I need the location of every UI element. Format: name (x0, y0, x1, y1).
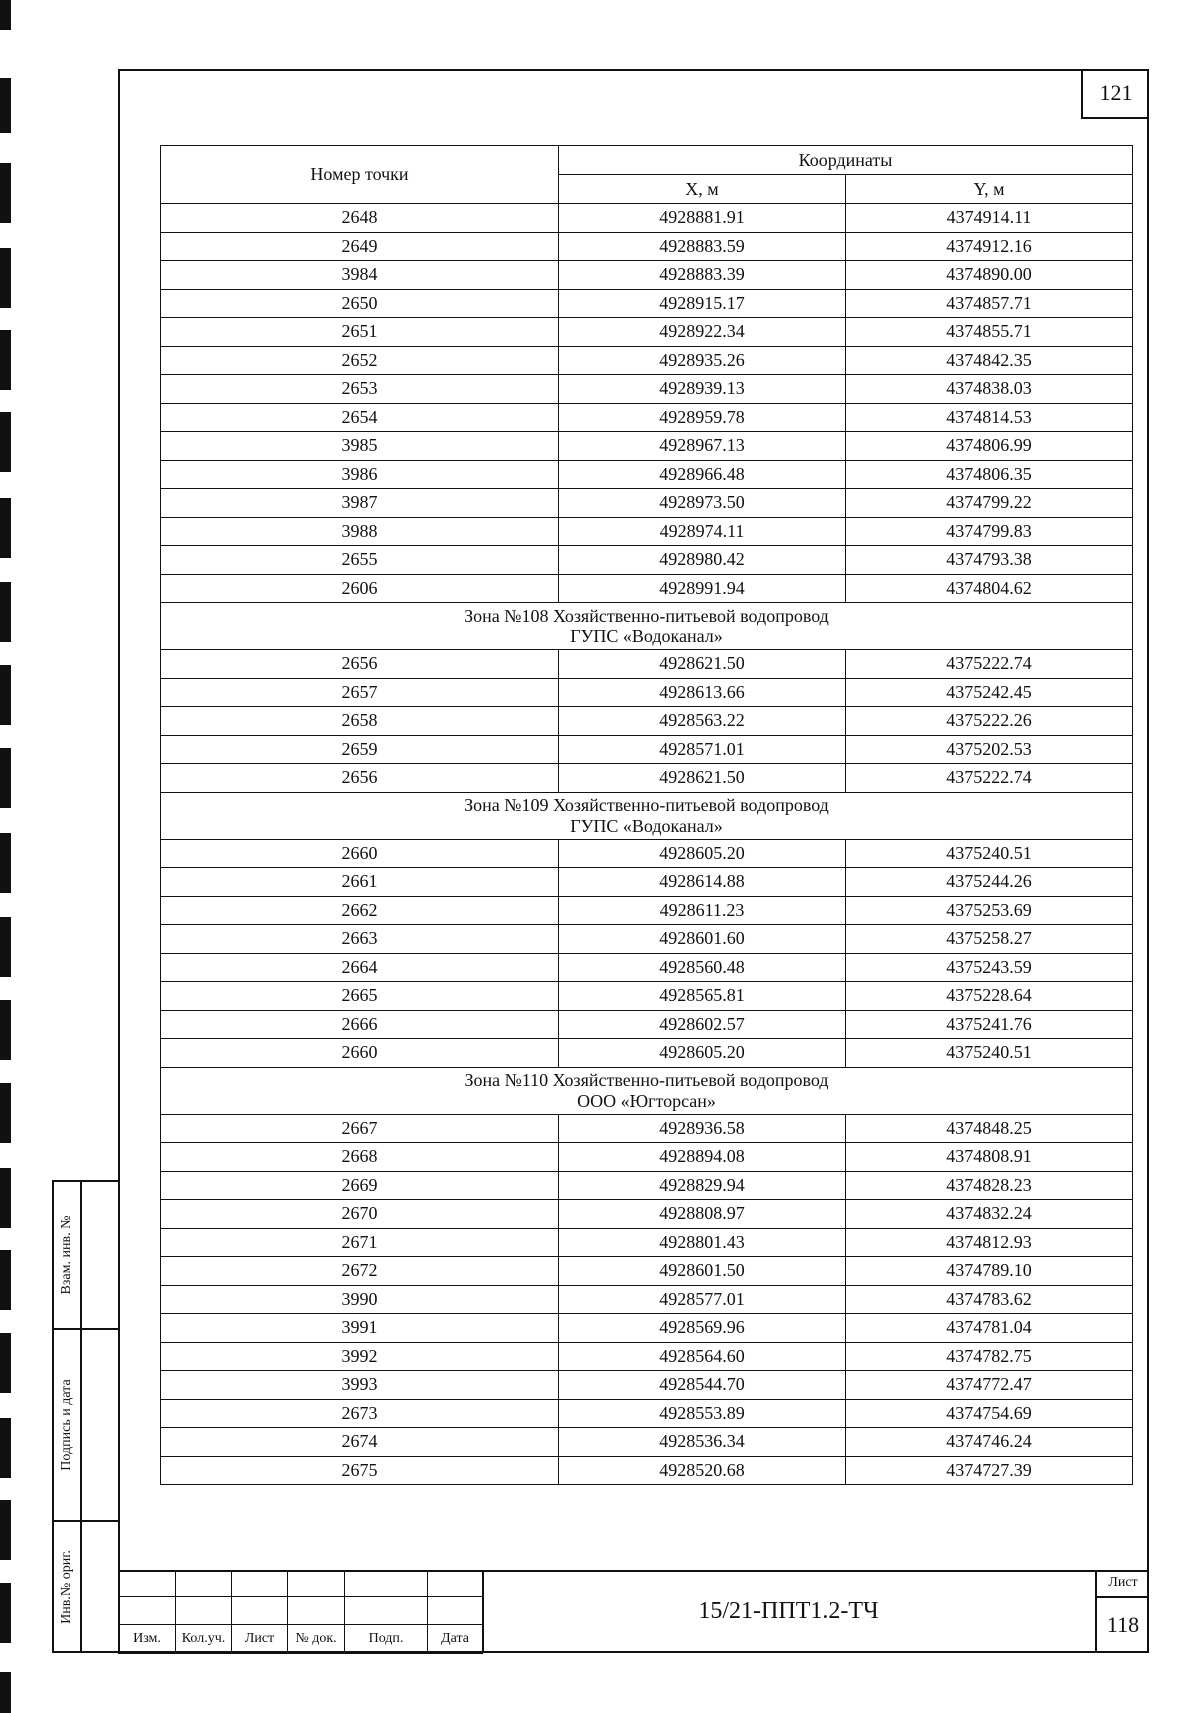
y-coordinate-cell: 4375244.26 (846, 868, 1133, 897)
point-number-cell: 2662 (161, 896, 559, 925)
table-row (161, 517, 1133, 546)
sheet-number: 118 (1106, 1611, 1140, 1637)
point-number-cell: 2653 (161, 375, 559, 404)
point-number-cell: 2652 (161, 346, 559, 375)
x-coordinate-cell: 4928577.01 (559, 1285, 846, 1314)
point-number-cell: 2668 (161, 1143, 559, 1172)
x-coordinate-cell: 4928936.58 (559, 1114, 846, 1143)
y-coordinate-cell: 4375242.45 (846, 678, 1133, 707)
zone-header-row (161, 792, 1133, 839)
zone-header-row (161, 1067, 1133, 1114)
table-row (161, 1371, 1133, 1400)
binding-mark (0, 833, 11, 893)
col-data: Дата (428, 1625, 483, 1654)
col-izm: Изм. (119, 1625, 176, 1654)
header-coordinates: Координаты (559, 146, 1133, 175)
binding-mark (0, 1250, 11, 1310)
x-coordinate-cell: 4928569.96 (559, 1314, 846, 1343)
point-number-cell: 2670 (161, 1200, 559, 1229)
table-row (161, 318, 1133, 347)
zone-title-line: ГУПС «Водоканал» (570, 815, 723, 836)
binding-mark (0, 1083, 11, 1143)
table-body (161, 204, 1133, 1485)
table-row (161, 925, 1133, 954)
point-number-cell: 2674 (161, 1428, 559, 1457)
point-number-cell: 3984 (161, 261, 559, 290)
y-coordinate-cell: 4374789.10 (846, 1257, 1133, 1286)
x-coordinate-cell: 4928967.13 (559, 432, 846, 461)
y-coordinate-cell: 4374806.99 (846, 432, 1133, 461)
zone-header-row (161, 603, 1133, 650)
stamp-vzam-label: Взам. инв. № (59, 1215, 74, 1295)
x-coordinate-cell: 4928922.34 (559, 318, 846, 347)
table-row (161, 982, 1133, 1011)
y-coordinate-cell: 4374890.00 (846, 261, 1133, 290)
y-coordinate-cell: 4374772.47 (846, 1371, 1133, 1400)
binding-mark (0, 1333, 11, 1393)
page-number: 121 (1081, 69, 1149, 119)
stamp-signature-date (52, 1328, 118, 1520)
point-number-cell: 2656 (161, 650, 559, 679)
col-podp: Подп. (345, 1625, 428, 1654)
zone-title (161, 603, 1133, 650)
table-row (161, 346, 1133, 375)
y-coordinate-cell: 4374806.35 (846, 460, 1133, 489)
y-coordinate-cell: 4374783.62 (846, 1285, 1133, 1314)
y-coordinate-cell: 4374912.16 (846, 232, 1133, 261)
y-coordinate-cell: 4374727.39 (846, 1456, 1133, 1485)
x-coordinate-cell: 4928991.94 (559, 574, 846, 603)
zone-title-line: ГУПС «Водоканал» (570, 626, 723, 646)
x-coordinate-cell: 4928973.50 (559, 489, 846, 518)
y-coordinate-cell: 4374799.22 (846, 489, 1133, 518)
point-number-cell: 2650 (161, 289, 559, 318)
binding-mark (0, 330, 11, 390)
y-coordinate-cell: 4374804.62 (846, 574, 1133, 603)
x-coordinate-cell: 4928881.91 (559, 204, 846, 233)
x-coordinate-cell: 4928536.34 (559, 1428, 846, 1457)
table-row (161, 1039, 1133, 1068)
table-row (161, 574, 1133, 603)
point-number-cell: 3988 (161, 517, 559, 546)
binding-mark (0, 1418, 11, 1478)
point-number-cell: 3993 (161, 1371, 559, 1400)
table-row (161, 1428, 1133, 1457)
binding-mark (0, 248, 11, 308)
stamp-signature-label: Подпись и дата (59, 1379, 74, 1471)
point-number-cell: 2671 (161, 1228, 559, 1257)
binding-mark (0, 0, 11, 30)
table-row (161, 1200, 1133, 1229)
x-coordinate-cell: 4928563.22 (559, 707, 846, 736)
y-coordinate-cell: 4374848.25 (846, 1114, 1133, 1143)
binding-mark (0, 1672, 11, 1713)
binding-mark (0, 665, 11, 725)
x-coordinate-cell: 4928980.42 (559, 546, 846, 575)
table-row (161, 1285, 1133, 1314)
y-coordinate-cell: 4374808.91 (846, 1143, 1133, 1172)
binding-mark (0, 1500, 11, 1560)
y-coordinate-cell: 4374781.04 (846, 1314, 1133, 1343)
binding-mark (0, 163, 11, 223)
x-coordinate-cell: 4928544.70 (559, 1371, 846, 1400)
table-row (161, 289, 1133, 318)
point-number-cell: 2664 (161, 953, 559, 982)
y-coordinate-cell: 4375240.51 (846, 1039, 1133, 1068)
y-coordinate-cell: 4374812.93 (846, 1228, 1133, 1257)
table-row (161, 735, 1133, 764)
title-block (118, 1570, 1149, 1653)
table-row (161, 1456, 1133, 1485)
x-coordinate-cell: 4928829.94 (559, 1171, 846, 1200)
table-row (161, 1257, 1133, 1286)
point-number-cell: 2660 (161, 839, 559, 868)
y-coordinate-cell: 4374857.71 (846, 289, 1133, 318)
y-coordinate-cell: 4375202.53 (846, 735, 1133, 764)
point-number-cell: 2660 (161, 1039, 559, 1068)
zone-title-line: Зона №108 Хозяйственно-питьевой водопровод (464, 605, 829, 626)
table-row (161, 1114, 1133, 1143)
x-coordinate-cell: 4928801.43 (559, 1228, 846, 1257)
y-coordinate-cell: 4374855.71 (846, 318, 1133, 347)
point-number-cell: 2655 (161, 546, 559, 575)
table-row (161, 403, 1133, 432)
x-coordinate-cell: 4928808.97 (559, 1200, 846, 1229)
point-number-cell: 2663 (161, 925, 559, 954)
table-row (161, 1342, 1133, 1371)
table-row (161, 375, 1133, 404)
point-number-cell: 2606 (161, 574, 559, 603)
binding-mark (0, 1000, 11, 1060)
y-coordinate-cell: 4375240.51 (846, 839, 1133, 868)
header-x: X, м (559, 175, 846, 204)
point-number-cell: 3990 (161, 1285, 559, 1314)
point-number-cell: 2656 (161, 764, 559, 793)
y-coordinate-cell: 4374814.53 (846, 403, 1133, 432)
point-number-cell: 2666 (161, 1010, 559, 1039)
point-number-cell: 2654 (161, 403, 559, 432)
y-coordinate-cell: 4375228.64 (846, 982, 1133, 1011)
point-number-cell: 2661 (161, 868, 559, 897)
y-coordinate-cell: 4374838.03 (846, 375, 1133, 404)
x-coordinate-cell: 4928564.60 (559, 1342, 846, 1371)
point-number-cell: 2672 (161, 1257, 559, 1286)
table-row (161, 261, 1133, 290)
zone-title (161, 792, 1133, 839)
x-coordinate-cell: 4928894.08 (559, 1143, 846, 1172)
table-row (161, 678, 1133, 707)
y-coordinate-cell: 4374754.69 (846, 1399, 1133, 1428)
col-kol-uch: Кол.уч. (176, 1625, 232, 1654)
table-row (161, 764, 1133, 793)
stamp-vzam-inv (52, 1180, 118, 1328)
document-code: 15/21-ППТ1.2-ТЧ (698, 1598, 879, 1624)
x-coordinate-cell: 4928553.89 (559, 1399, 846, 1428)
point-number-cell: 3987 (161, 489, 559, 518)
x-coordinate-cell: 4928611.23 (559, 896, 846, 925)
table-row (161, 1171, 1133, 1200)
x-coordinate-cell: 4928605.20 (559, 1039, 846, 1068)
x-coordinate-cell: 4928966.48 (559, 460, 846, 489)
header-y: Y, м (846, 175, 1133, 204)
table-row (161, 1228, 1133, 1257)
x-coordinate-cell: 4928560.48 (559, 953, 846, 982)
coordinates-table (160, 145, 1133, 1485)
table-row (161, 707, 1133, 736)
point-number-cell: 2659 (161, 735, 559, 764)
y-coordinate-cell: 4375222.74 (846, 650, 1133, 679)
y-coordinate-cell: 4374914.11 (846, 204, 1133, 233)
table-row (161, 489, 1133, 518)
x-coordinate-cell: 4928565.81 (559, 982, 846, 1011)
x-coordinate-cell: 4928571.01 (559, 735, 846, 764)
x-coordinate-cell: 4928883.39 (559, 261, 846, 290)
point-number-cell: 2657 (161, 678, 559, 707)
point-number-cell: 3991 (161, 1314, 559, 1343)
y-coordinate-cell: 4374842.35 (846, 346, 1133, 375)
table-row (161, 432, 1133, 461)
y-coordinate-cell: 4375258.27 (846, 925, 1133, 954)
point-number-cell: 2658 (161, 707, 559, 736)
table-row (161, 204, 1133, 233)
table-row (161, 1399, 1133, 1428)
binding-mark (0, 412, 11, 472)
y-coordinate-cell: 4375222.26 (846, 707, 1133, 736)
binding-mark (0, 582, 11, 642)
x-coordinate-cell: 4928939.13 (559, 375, 846, 404)
x-coordinate-cell: 4928959.78 (559, 403, 846, 432)
table-row (161, 1143, 1133, 1172)
x-coordinate-cell: 4928605.20 (559, 839, 846, 868)
x-coordinate-cell: 4928601.50 (559, 1257, 846, 1286)
sheet-label: Лист (1097, 1570, 1149, 1598)
header-point-number: Номер точки (161, 146, 559, 204)
table-row (161, 460, 1133, 489)
x-coordinate-cell: 4928614.88 (559, 868, 846, 897)
binding-mark (0, 1583, 11, 1643)
point-number-cell: 2667 (161, 1114, 559, 1143)
table-row (161, 232, 1133, 261)
x-coordinate-cell: 4928883.59 (559, 232, 846, 261)
zone-title (161, 1067, 1133, 1114)
point-number-cell: 3992 (161, 1342, 559, 1371)
binding-mark (0, 78, 11, 133)
revision-grid (118, 1570, 483, 1654)
y-coordinate-cell: 4374746.24 (846, 1428, 1133, 1457)
y-coordinate-cell: 4374828.23 (846, 1171, 1133, 1200)
table-row (161, 650, 1133, 679)
table-row (161, 896, 1133, 925)
zone-title-line: Зона №109 Хозяйственно-питьевой водопровод (464, 795, 829, 816)
table-row (161, 953, 1133, 982)
x-coordinate-cell: 4928915.17 (559, 289, 846, 318)
y-coordinate-cell: 4374832.24 (846, 1200, 1133, 1229)
y-coordinate-cell: 4374793.38 (846, 546, 1133, 575)
point-number-cell: 2669 (161, 1171, 559, 1200)
table-row (161, 546, 1133, 575)
sheet-cell (1095, 1570, 1149, 1653)
y-coordinate-cell: 4374799.83 (846, 517, 1133, 546)
x-coordinate-cell: 4928621.50 (559, 764, 846, 793)
x-coordinate-cell: 4928602.57 (559, 1010, 846, 1039)
y-coordinate-cell: 4375222.74 (846, 764, 1133, 793)
point-number-cell: 2675 (161, 1456, 559, 1485)
zone-title-line: Зона №110 Хозяйственно-питьевой водопровод (464, 1070, 829, 1091)
point-number-cell: 2651 (161, 318, 559, 347)
table-row (161, 868, 1133, 897)
point-number-cell: 2649 (161, 232, 559, 261)
binding-mark (0, 498, 11, 558)
binding-mark (0, 748, 11, 808)
binding-mark (0, 1168, 11, 1228)
x-coordinate-cell: 4928601.60 (559, 925, 846, 954)
x-coordinate-cell: 4928613.66 (559, 678, 846, 707)
table-row (161, 839, 1133, 868)
col-n-dok: № док. (288, 1625, 345, 1654)
table-row (161, 1314, 1133, 1343)
point-number-cell: 2673 (161, 1399, 559, 1428)
y-coordinate-cell: 4375243.59 (846, 953, 1133, 982)
y-coordinate-cell: 4374782.75 (846, 1342, 1133, 1371)
y-coordinate-cell: 4375253.69 (846, 896, 1133, 925)
point-number-cell: 3985 (161, 432, 559, 461)
y-coordinate-cell: 4375241.76 (846, 1010, 1133, 1039)
stamp-inv-orig (52, 1520, 118, 1653)
x-coordinate-cell: 4928520.68 (559, 1456, 846, 1485)
table-row (161, 1010, 1133, 1039)
col-list: Лист (232, 1625, 288, 1654)
binding-mark (0, 917, 11, 977)
point-number-cell: 2648 (161, 204, 559, 233)
x-coordinate-cell: 4928935.26 (559, 346, 846, 375)
point-number-cell: 2665 (161, 982, 559, 1011)
x-coordinate-cell: 4928621.50 (559, 650, 846, 679)
zone-title-line: ООО «Югторсан» (577, 1090, 716, 1111)
point-number-cell: 3986 (161, 460, 559, 489)
stamp-inv-label: Инв.№ ориг. (59, 1549, 74, 1624)
x-coordinate-cell: 4928974.11 (559, 517, 846, 546)
